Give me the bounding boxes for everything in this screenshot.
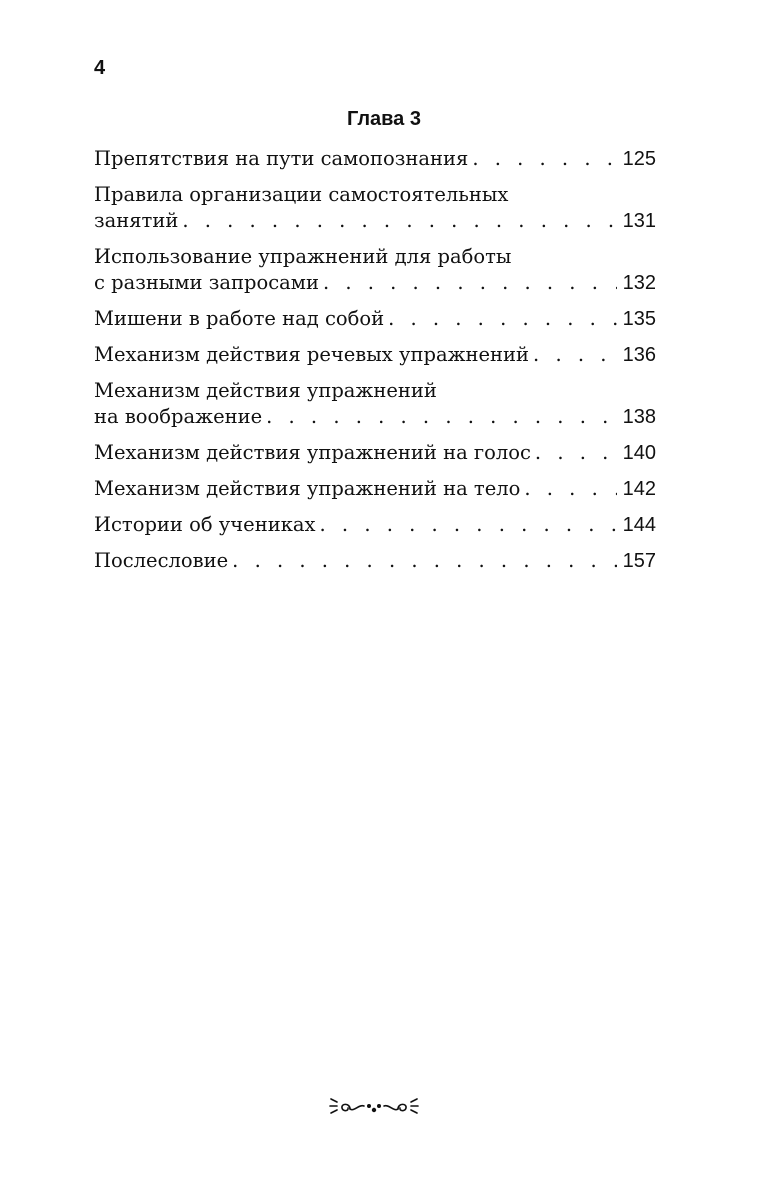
toc-entry [94,548,656,574]
toc-entry [94,182,656,234]
toc-entry [94,512,656,538]
toc-entry [94,440,656,466]
toc-entry [94,306,656,332]
toc-entry-title: Механизм действия речевых упражнений [94,343,530,366]
toc-entry-title: Механизм действия упражнений на голос [94,441,531,464]
toc-entry-page: 144 [622,514,656,536]
toc-entry-title: Использование упражнений для работы [94,245,512,268]
toc-entry-title: Правила организации самостоятельных [94,183,509,206]
dot-leader [323,270,617,296]
page-number: 4 [94,57,106,79]
dot-leader [320,512,617,538]
dot-leader [524,476,616,502]
chapter-title: Глава 3 [346,108,421,130]
toc-entry-title: Механизм действия упражнений [94,379,437,402]
toc-entry-title: Механизм действия упражнений на тело [94,477,521,500]
toc-entry-page: 140 [622,442,656,464]
toc-entry-title: Мишени в работе над собой [94,307,385,330]
toc-entry [94,146,656,172]
toc-entry [94,476,656,502]
toc-entry-title-continued: с разными запросами [94,271,319,294]
toc-entry-page: 125 [622,148,656,170]
toc-entry [94,244,656,296]
toc-entry-page: 136 [622,344,656,366]
toc-entry-page: 138 [622,406,656,428]
toc-entry-page: 157 [622,550,656,572]
toc-entry-title: Препятствия на пути самопознания [94,147,469,170]
dot-leader [182,208,616,234]
toc-entry-title: Послесловие [94,549,229,572]
flourish-ornament-icon [328,1092,420,1122]
dot-leader [266,404,616,430]
dot-leader [388,306,617,332]
toc-entry-title-continued: занятий [94,209,179,232]
toc-entry [94,342,656,368]
dot-leader [232,548,616,574]
dot-leader [472,146,616,172]
dot-leader [535,440,617,466]
toc-entry [94,378,656,430]
toc-entry-page: 131 [622,210,656,232]
table-of-contents [94,146,656,584]
dot-leader [533,342,617,368]
toc-entry-title: Истории об учениках [94,513,316,536]
toc-entry-page: 135 [622,308,656,330]
toc-entry-page: 142 [622,478,656,500]
toc-entry-title-continued: на воображение [94,405,263,428]
toc-entry-page: 132 [622,272,656,294]
